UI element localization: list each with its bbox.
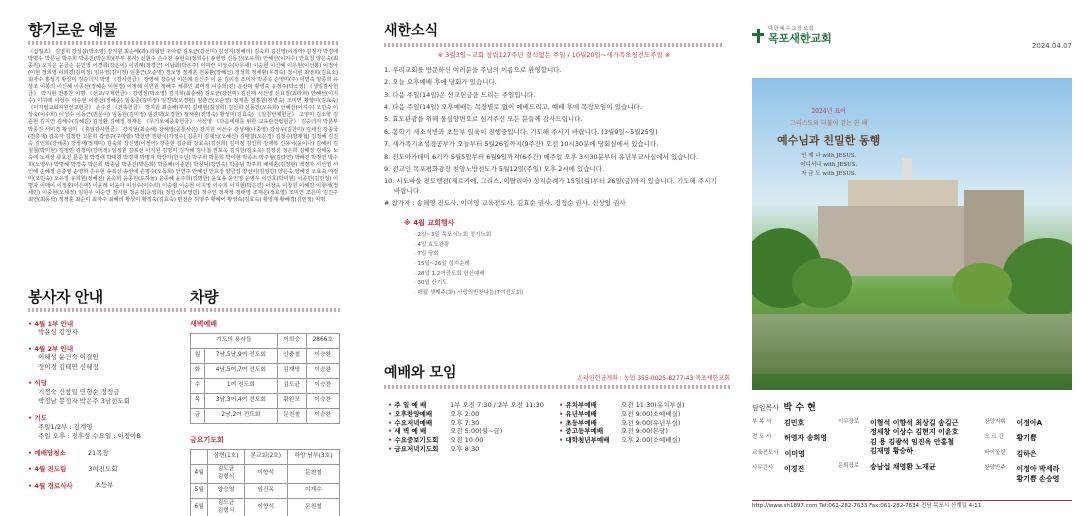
table-cell: 6월 [191, 499, 208, 516]
table-row [191, 378, 340, 393]
worship-row [559, 401, 730, 410]
staff-role: 은퇴장로 [837, 462, 860, 469]
worship-title: 예배와 모임 [384, 365, 457, 381]
dawn-table [190, 333, 340, 424]
car-section [190, 289, 340, 516]
news-item: 1. 우리교회를 방문하신 여러분을 주님의 이름으로 환영합니다. [384, 65, 562, 74]
divider [28, 308, 188, 312]
pastor-info: 담임목사 박 수 현 [752, 403, 816, 413]
serve-item [28, 320, 188, 338]
bulletin-date: 2024.04.07 [1031, 42, 1072, 50]
worship-name: • 주 일 예 배 [388, 401, 450, 410]
table-cell: 4월 [191, 465, 208, 484]
staff-name: 이정아A [1016, 419, 1043, 427]
account-info: 온라인헌금계좌 : 농협 355-0025-8277-43 목포새한교회 [577, 374, 730, 382]
news-item: # 참가자 : 송해영 전도사, 이미영 교육전도사, 김효순 권사, 정정순 권사, 신상임 권사 [384, 199, 626, 208]
staff-role: 교육전도사 [752, 449, 779, 456]
serve-label: • 4월 전도팀 [28, 465, 66, 474]
serve-section [28, 289, 188, 498]
serve-label: • 4월 경로식사 [28, 482, 73, 491]
staff-name: 황기쁨 [1016, 434, 1037, 443]
serve-label: • 기도 [28, 414, 188, 423]
staff-list [752, 419, 1072, 484]
worship-name: • 수요중보기도회 [388, 436, 450, 445]
worship-time: 오전 9:00(본당) [621, 427, 668, 436]
table-cell: 안충철 [277, 348, 306, 363]
divider [190, 308, 340, 312]
serve-label: • 예배당청소 [28, 449, 66, 458]
serve-item [28, 379, 188, 407]
serve-item [28, 414, 188, 442]
tree-shape [792, 258, 852, 308]
table-row [191, 363, 340, 378]
staff-row [984, 465, 1072, 484]
news-item: 3. 다음 주일(14일)은 선교헌금을 드리는 주일입니다. [384, 90, 536, 99]
calendar-item: · 4일 효도관광 [414, 241, 450, 248]
worship-row [388, 436, 559, 445]
worship-grid [384, 401, 730, 454]
news-verse: ※ 3월3일~교회 창립127주년 결석없는 주일 / 10월20일~새가족초청전도주일 ※ [437, 50, 671, 59]
serve-item [28, 449, 188, 458]
church-denomination: 대한예수교장로회 [768, 26, 815, 32]
table-cell: 하양 남부(3호) [287, 450, 339, 465]
worship-name: • 초등부예배 [559, 419, 621, 428]
table-cell: 본교회(2호) [244, 450, 287, 465]
worship-row [559, 436, 730, 445]
worship-time: 오전 9:00(유년부실) [621, 418, 681, 427]
staff-role: 시무장로 [837, 419, 860, 425]
worship-row [388, 445, 559, 454]
lawn-shape [752, 314, 1072, 374]
news-item: 7. 새가족기초성경공부가 오늘부터 5월26일까지(9주간) 오전 10시30분에 당회실에서 있습니다. [384, 140, 659, 149]
serve-item [28, 481, 188, 490]
staff-row [984, 434, 1072, 443]
staff-role: 오 르 간 [984, 434, 1004, 441]
serve-value: 박윤심 김정자 [38, 328, 78, 337]
serve-label: • 4월 1부 안내 [28, 320, 188, 329]
table-row [191, 348, 340, 363]
church-name: 목포새한교회 [768, 31, 832, 45]
table-cell [191, 450, 208, 465]
serve-item [28, 345, 188, 373]
worship-name: • 유년부예배 [559, 410, 621, 419]
table-cell: 이승찬 [306, 393, 339, 408]
table-cell: 2866호 [306, 333, 339, 348]
worship-time: 오전 5:00(월~금) [450, 427, 503, 436]
worship-time: 1부 오전 7:30 / 2부 오전 11:30 [450, 400, 544, 409]
staff-row [984, 419, 1072, 428]
serve-value: 21목장 [87, 448, 109, 457]
worship-name: • 유치부예배 [559, 401, 621, 410]
table-cell: 목 [191, 393, 205, 408]
table-cell: 임진옥 [244, 484, 287, 499]
news-title: 새한소식 [384, 23, 439, 39]
calendar-item: · 15일~26일 성지순례 [414, 261, 470, 268]
worship-name: • 새 벽 예 배 [388, 427, 450, 436]
church-photo [752, 78, 1072, 390]
worship-time: 오전 11:30(유치부실) [621, 400, 685, 409]
calendar-item: · 매월 셋째주(화) 사랑의반찬나눔(7여전도회) [414, 289, 524, 296]
table-cell: 김도균 [277, 378, 306, 393]
calendar-title: ※ 4월 교회행사 [404, 218, 455, 227]
staff-role: 바이올린 [984, 449, 1006, 456]
table-cell: 김도균 김형식 [208, 465, 244, 484]
table-cell: 이승찬 [306, 378, 339, 393]
table-cell: 이재수 [287, 484, 339, 499]
table-cell: 금 [191, 408, 205, 423]
staff-name: 송남섭 채영환 노재균 [869, 462, 936, 471]
table-cell: 양승열 [208, 484, 244, 499]
table-cell: 이희승 [277, 333, 306, 348]
worship-time: 오후 2:00 [450, 409, 480, 418]
serve-value: 이혜성 윤건숙 이결임 정미경 김태연 신혜정 [38, 353, 99, 371]
news-column [372, 22, 736, 516]
table-cell: 삼현(1호) [208, 450, 244, 465]
table-cell: 이승찬 [306, 363, 339, 378]
calendar-item: · 30일 산기도 [414, 280, 448, 287]
table-cell: 4남,5여,7여 전도회 [204, 363, 277, 378]
table-row [191, 408, 340, 423]
news-list [384, 66, 724, 209]
divider [384, 385, 730, 389]
worship-row [388, 410, 559, 419]
staff-row [984, 450, 1072, 459]
serve-value: 기정숙 신창일 민형순 정정금 박정남 봉정자 박은주 3남전도회 [38, 388, 130, 406]
worship-row [388, 427, 559, 436]
news-item: 4. 다음 주일(14일) 오후예배는 목장별로 없이 예배드리고, 예배 후에 목장모임이 있습니다. [384, 102, 642, 111]
table-row [191, 393, 340, 408]
news-item: 10. 시도바울 전도행전(제르키에, 그리스, 이탈리아) 성지순례가 15일(월)부터 26일(금)까지 있습니다. 기도해 주시기 바랍니다. [384, 177, 717, 195]
news-item: 6. 봄학기 새소식반과 초등부 일육이 진행중입니다. 기도해 주시기 바랍니다. (3월9일~5월25일) [384, 127, 658, 136]
cross-icon [752, 29, 764, 43]
praise-title: 향기로운 예물 [28, 21, 117, 39]
divider [384, 43, 724, 47]
staff-row [752, 419, 828, 428]
table-cell: 문천철 [287, 465, 339, 484]
staff-row [752, 434, 828, 443]
worship-row [388, 419, 559, 428]
church-logo [752, 26, 832, 47]
staff-name: 김하은 [1016, 449, 1037, 458]
year-theme: 2024년 표어 그리스도와 더불어 걷는 한 해 예수님과 친밀한 동행 인 제 나 with JESUS. 어디서나 with JESUS. 자 금 도 with JESUS. [777, 108, 881, 177]
cover-column [740, 22, 1086, 516]
calendar-list [404, 231, 724, 298]
table-cell: 문천철 [287, 499, 339, 516]
worship-left [388, 401, 559, 454]
staff-role: 부 목 사 [752, 419, 772, 425]
worship-time: 오후 2:00(소예배실) [621, 436, 681, 445]
staff-row [838, 463, 974, 472]
table-cell: 김도균 김형식 [208, 499, 244, 516]
serve-value: 주일1/2부 : 김계영 주일 오후 : 정후성 수요일 : 이정아B [38, 422, 141, 441]
praise-text: 《십일조》 김영희 강성삼(박소영) 강지원 최순해(좌) 곽형란 구아람 김도균(강선미) 김성지(정혜리) 김숙희 김신영(이정아) 김정자 박경애 박명수 박문님 박주희 박종진(박은희)(부부 봉사) 신현수 손수진 송현숙(정희승) 송현영 신동진(오유희) 안혜선(이지수) 안효청 양은숙(최종원) 오지은 윤금순 윤민영 이경희(강은이) 이귀례(정경근) 이남회(박은주) 이미란 이상수(사무세) 이승현 이신혜 이우현(이선봉) 이정아(이현 정희영 이희경(김미정) 임유영(김미정) 임춘근(오순영) 정보영 정재훈 전동환(장혜선) 정성희 정세환(우경숙) 정시현 최영희(김효소) 최자수 홍성기 황상미 김승녀지 박영 《감사헌금》 강영해 강승남 이은례 김신주 이 윤 김미정 조미자 박종옥 손영미(주) 이연숙 양종희 유상조 이봉의 이신혜 이종선(정혜순 이현경) 이정례 이연원 정혜주 체류인 최미정 이순희(진) 운산덕 황영숙 유정수(박소영) 《생일감사헌금》 박지현 전홍찬 이명 《선교/구제헌금》 강영심(박소영) 김지희(최순해) 김도균(강선미) 김신재 서선영 신효정(최라희) 안혜선(이지수) 이귀례 이성수 이승현 이흥산(정혜순) 임동준(김미정) 임진택(오경현) 임춘근(오순영) 정재훈 전홍원(전영숙) 조미연 황향미(김효숙) 《미자립교회지원선교헌금》 손수진 《건축헌금》 강지원 최순해(부부) 김태현(김성희) 김신희 신동진(오유희) 안혜선(이지수) 오민숙 이상숙(이수희) 이성수 이동근(권문이) 임동원(김미정) 임진택(오경현) 정재훈(전영숙) 황성미(김효숙) 《일천번제헌금》 고영미 김소향 김준현 김지연 김해수(김혜진) 김성환 김혜정 정재은 《무기보예증축헌금》 서선영 《다음세대를 위한 교육관건립헌금》 김승녀지 박문부 박종진 서미경 황성미 《휴일감사헌금》 강지현(최순해) 강해영(공통사은) 강지원 이선수 강성재(나중영) 강상우(김찬미) 김채진 강종국(전충재) 김옥자 김정란 고문희 곽영주(구마람) 박천란 권항식(가정수) 김준미 김재석(오혜신) 김팽찰(오은경) 김정수(양재철) 김정혜 김진숙 김인희(강채종) 강정재(정제미) 김숙희 강신영(이정아) 강준현 김순화 강효숙(김선희) 김미정 김인희 강재복 신용서(윤이나) 김혜미 김철철(박미현) 김정민 김정미(강미정) 임정원 김복선 이지원 김명미 김지혜 김나철 권포옥 김지한(김도옥) 김정진 정은희 김혜정 김해웅 노숙애 노재상 류효진 문준철 박경애 박대경 박경재 박명자 박상기(한수인) 박구희 박문희 박이현 박종소 박주형(김다연) 박혜진 박정연 박수희(노영우) 박명혜 박경숙 박은희 박종남 박종진(박은희) 박준혜(이종민) 박창덕(강연숙) 박종님 박주희 배세훈(김정현) 백정자 서선영 서인혜 손혜정 손중영 손영희 손유현 송복선 송선애 손평수(오독희) 안연주 안혜선 안효정 양금섭 양선미(김영민) 양은숙 양혜진 오효숙 여정미(오민숙) 오유정 유희원(정혜진) 윤옥희 윤종원(도하늘) 윤종혜 윤주희(김명한) 윤효송 윤인영 윤영우 이인호(박미현) 이종민(김민정) 이명자 이매이 이정훈(이은미) 이윤례 이윤아 이성수(이수희) 이승렬 이승현 이지영 이수희 이지현(박은진) 이창욱 이창원 이혜진 이형애(정세민) 이중현(오세정) 임원우 이순연 정지현 정윤정(운영희) 정인석(보영민) 정수인 정재정 정태영 조재은(정효영) 조미연 조은미 김진주 최연(최동석) 정정훈 최순미 최자수 최혜리 황성미 황정숙(김효숙) 편전순 허영주 황혜이 황영숙(김효숙) 황영재 황혜경(김민정) 익명 [28, 48, 338, 204]
table-cell: 1여 전도회 [204, 378, 277, 393]
table-cell: 이승찬 [306, 348, 339, 363]
serve-label: • 4월 2부 안내 [28, 345, 188, 354]
divider [28, 41, 338, 45]
worship-name: • 수요저녁예배 [388, 419, 450, 428]
staff-name: 김민호 [784, 419, 805, 427]
worship-time: 오후 7:30 [450, 418, 480, 427]
calendar-item: · 7일 당회 [414, 251, 439, 258]
worship-name: • 오후찬양예배 [388, 410, 450, 419]
serve-value: 3여전도회 [88, 464, 118, 473]
tree-shape [952, 263, 1012, 308]
table-cell: 기도의 용사들 [191, 333, 278, 348]
serve-list [28, 320, 188, 491]
table-cell: 문천철 [277, 408, 306, 423]
worship-name: • 중고등부예배 [559, 427, 621, 436]
worship-name: • 금요저녁기도회 [388, 445, 450, 454]
worship-row [559, 419, 730, 428]
news-item: 8. 전도아카데미 6기가 5월5일부터 6월9일까지(6주간) 매주일 오후 3시30분부터 유년부교사실에서 있습니다. [384, 152, 699, 161]
table-cell: 3남,3여,4여 전도회 [204, 393, 277, 408]
worship-right [559, 401, 730, 454]
staff-name: 이형석 이향석 최상길 송길근 정세창 이상수 김현지 이윤호 김 용 김광석 임진옥 안홍철 김재명 황승하 [869, 419, 959, 456]
news-item: 5. 효도관광을 위해 물심양면으로 섬겨주신 모든 분들께 감사드립니다. [384, 115, 583, 124]
car-title: 차량 [190, 288, 218, 306]
footer-contact: http://www.sh1897.com Tel:061-282-7633 Fax:061-282-7634 전남 목포시 산계길 4-11 [752, 500, 1072, 512]
table-cell: 7남,5남,9여 전도회 [204, 348, 277, 363]
staff-name: 이미영 [784, 449, 805, 458]
table-cell: 이승찬 [306, 408, 339, 423]
news-item: 2. 오늘 오후예배 후에 당회가 있습니다. [384, 78, 497, 87]
staff-name: 이경진 [784, 465, 805, 474]
serve-item [28, 465, 188, 474]
table-cell: 화 [191, 363, 205, 378]
table-row [191, 465, 340, 484]
table-row [191, 333, 340, 348]
news-item: 9. 전교인 목포평화광장 친앙노방전도가 5월12일(주일) 오후 2시에 있습니다. [384, 165, 605, 174]
table-row [191, 450, 340, 465]
calendar-item: · 2일~3일 목포서노회 정기노회 [414, 232, 492, 239]
staff-role: 사무간사 [752, 465, 774, 472]
table-cell: 이향석 [244, 465, 287, 484]
table-row [191, 484, 340, 499]
fri-title: 금요기도회 [190, 435, 224, 444]
table-cell: 김재명 [277, 363, 306, 378]
fri-table [190, 449, 340, 516]
worship-row [559, 427, 730, 436]
staff-name: 허영자 송희영 [784, 434, 828, 443]
worship-time: 오전 9:00(소예배실) [621, 409, 681, 418]
worship-name: • 대학청년부예배 [559, 436, 621, 445]
staff-row [752, 450, 828, 459]
staff-role: 찬양반주 [984, 465, 1006, 472]
staff-role: 전 도 사 [752, 434, 772, 441]
theme-lines: 인 제 나 with JESUS. 어디서나 with JESUS. 자 금 도 with JESUS. [800, 153, 858, 177]
table-cell: 월 [191, 348, 205, 363]
table-row [191, 499, 340, 516]
serve-title: 봉사자 안내 [28, 288, 103, 306]
serve-label: • 식당 [28, 379, 188, 388]
worship-row [388, 401, 559, 410]
table-cell: 황완모 [277, 393, 306, 408]
calendar [404, 219, 724, 299]
table-cell: 2남,2여 전도회 [204, 408, 277, 423]
worship-section [384, 364, 730, 454]
table-cell: 수 [191, 378, 205, 393]
worship-time: 오전 10:00 [450, 436, 484, 445]
calendar-item: · 28일 1,2여전도회 헌신예배 [414, 270, 485, 277]
table-cell: 5월 [191, 484, 208, 499]
serve-value: 초등부 [94, 481, 114, 490]
dawn-title: 새벽예배 [190, 319, 218, 328]
staff-row [752, 465, 828, 474]
worship-row [559, 410, 730, 419]
staff-role: 찬양지휘 [984, 419, 1006, 425]
worship-time: 오후 8:30 [450, 444, 480, 453]
staff-name: 이정아 박세라 황기쁨 손승영 [1016, 465, 1060, 483]
table-cell: 이향석 [244, 499, 287, 516]
staff-row [838, 419, 974, 457]
